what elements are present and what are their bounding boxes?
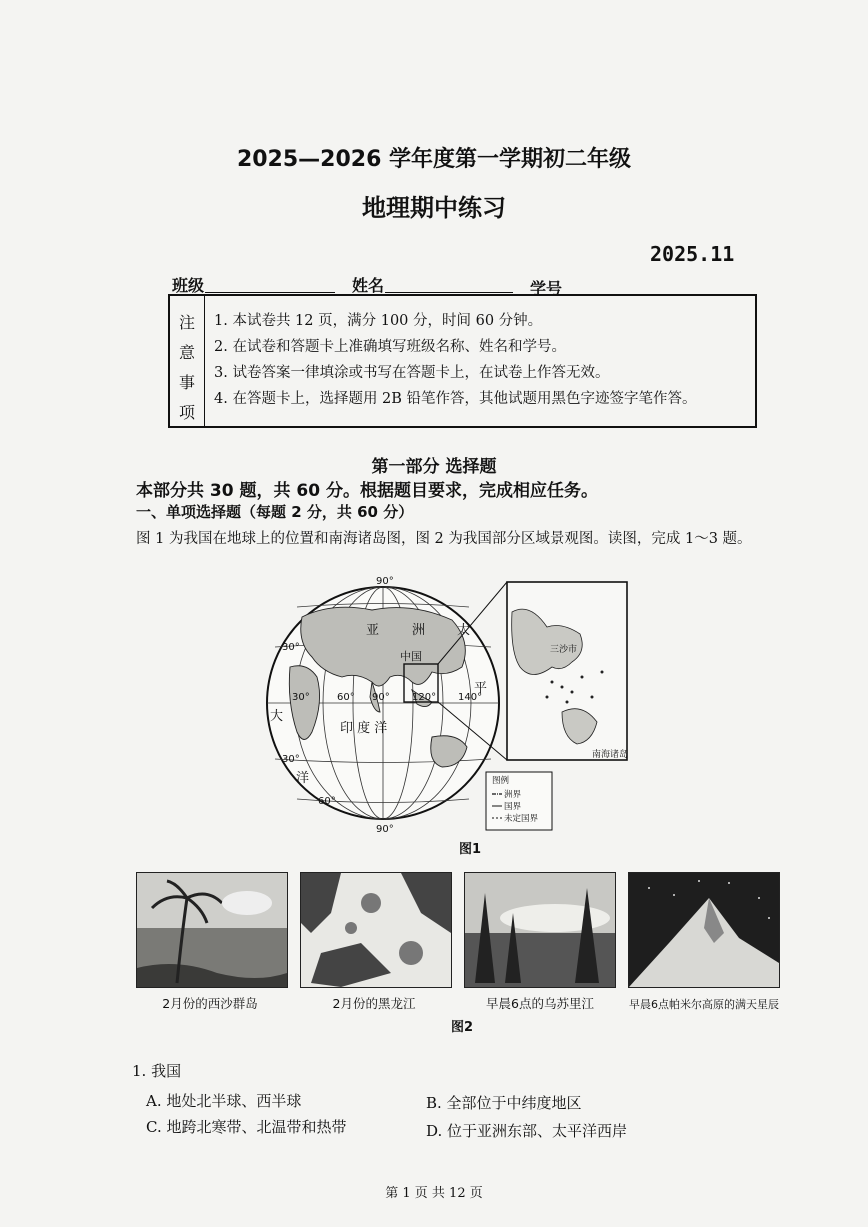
exam-title-line2: 地理期中练习: [362, 194, 506, 222]
class-label: 班级: [172, 276, 205, 295]
class-field[interactable]: [205, 292, 335, 293]
notice-item: 4. 在答题卡上，选择题用 2B 铅笔作答，其他试题用黑色字迹签字笔作答。: [214, 391, 697, 407]
photo-xisha-islands: [136, 872, 288, 988]
photo-caption: 2月份的西沙群岛: [162, 996, 258, 1011]
notice-item: 2. 在试卷和答题卡上准确填写班级名称、姓名和学号。: [214, 339, 566, 355]
photo-wusuli-river: [464, 872, 616, 988]
option-c[interactable]: C. 地跨北寒带、北温带和热带: [146, 1118, 347, 1136]
notice-item: 3. 试卷答案一律填涂或书写在答题卡上，在试卷上作答无效。: [214, 365, 610, 381]
lon-label: 30°: [292, 692, 310, 703]
inset-title: 南海诸岛: [592, 750, 629, 760]
china-label: 中国: [400, 650, 422, 663]
figure1-label: 图1: [459, 842, 482, 857]
notice-char: 意: [178, 343, 195, 362]
option-a[interactable]: A. 地处北半球、西半球: [146, 1092, 302, 1110]
photo-heilongjiang: [300, 872, 452, 988]
name-label: 姓名: [352, 276, 385, 295]
pacific-label-1: 太: [457, 623, 471, 638]
figure1-map: [262, 572, 632, 834]
ocean-label: 洋: [296, 771, 310, 786]
lon-label: 140°: [458, 692, 483, 703]
legend-item: 洲界: [504, 790, 522, 800]
lon-label: 90°: [372, 692, 390, 703]
section-heading: 一、单项选择题（每题 2 分，共 60 分）: [136, 503, 414, 521]
lat-label: 90°: [376, 576, 394, 587]
photo-pamir-plateau: [628, 872, 780, 988]
lat-label: 90°: [376, 824, 394, 834]
asia-label: 亚: [366, 623, 380, 638]
globe-map-svg: [262, 572, 632, 834]
lat-label: 30°: [282, 754, 300, 765]
figure2-label: 图2: [451, 1020, 474, 1035]
notice-box: [168, 294, 757, 428]
exam-title-line1: 2025—2026 学年度第一学期初二年级: [236, 147, 632, 172]
lat-label: 60°: [318, 796, 336, 807]
notice-char: 事: [178, 373, 195, 392]
notice-char: 项: [178, 403, 195, 422]
exam-date: 2025.11: [650, 242, 735, 266]
legend-item: 未定国界: [504, 814, 539, 824]
student-id-label: 学号: [530, 279, 563, 298]
atlantic-label: 大: [270, 709, 284, 724]
part-intro: 本部分共 30 题，共 60 分。根据题目要求，完成相应任务。: [136, 481, 598, 501]
notice-side-label: [170, 296, 205, 426]
notice-item: 1. 本试卷共 12 页，满分 100 分，时间 60 分钟。: [214, 313, 543, 329]
notice-char: 注: [178, 313, 195, 332]
photo-caption: 早晨6点的乌苏里江: [486, 996, 594, 1011]
lon-label: 120°: [412, 692, 437, 703]
indian-ocean-label: 印 度 洋: [340, 721, 388, 736]
name-field[interactable]: [385, 292, 513, 293]
zhou-label: 洲: [412, 623, 426, 638]
option-b[interactable]: B. 全部位于中纬度地区: [426, 1094, 582, 1112]
part-title: 第一部分 选择题: [371, 457, 497, 477]
pacific-label-2: 平: [474, 681, 488, 696]
question-stem: 图 1 为我国在地球上的位置和南海诸岛图，图 2 为我国部分区域景观图。读图，完成 1～3 题。: [136, 531, 752, 547]
question-1-stem: 1. 我国: [132, 1062, 182, 1080]
lon-label: 60°: [337, 692, 355, 703]
lat-label: 30°: [282, 642, 300, 653]
legend-title: 图例: [492, 776, 510, 786]
photo-caption: 2月份的黑龙江: [332, 996, 416, 1011]
notice-items: [214, 308, 697, 412]
photo-caption: 早晨6点帕米尔高原的满天星辰: [629, 998, 779, 1011]
option-d[interactable]: D. 位于亚洲东部、太平洋西岸: [426, 1122, 628, 1140]
page-footer: 第 1 页 共 12 页: [385, 1186, 483, 1201]
inset-city-label: 三沙市: [550, 645, 578, 655]
legend-item: 国界: [504, 802, 522, 812]
